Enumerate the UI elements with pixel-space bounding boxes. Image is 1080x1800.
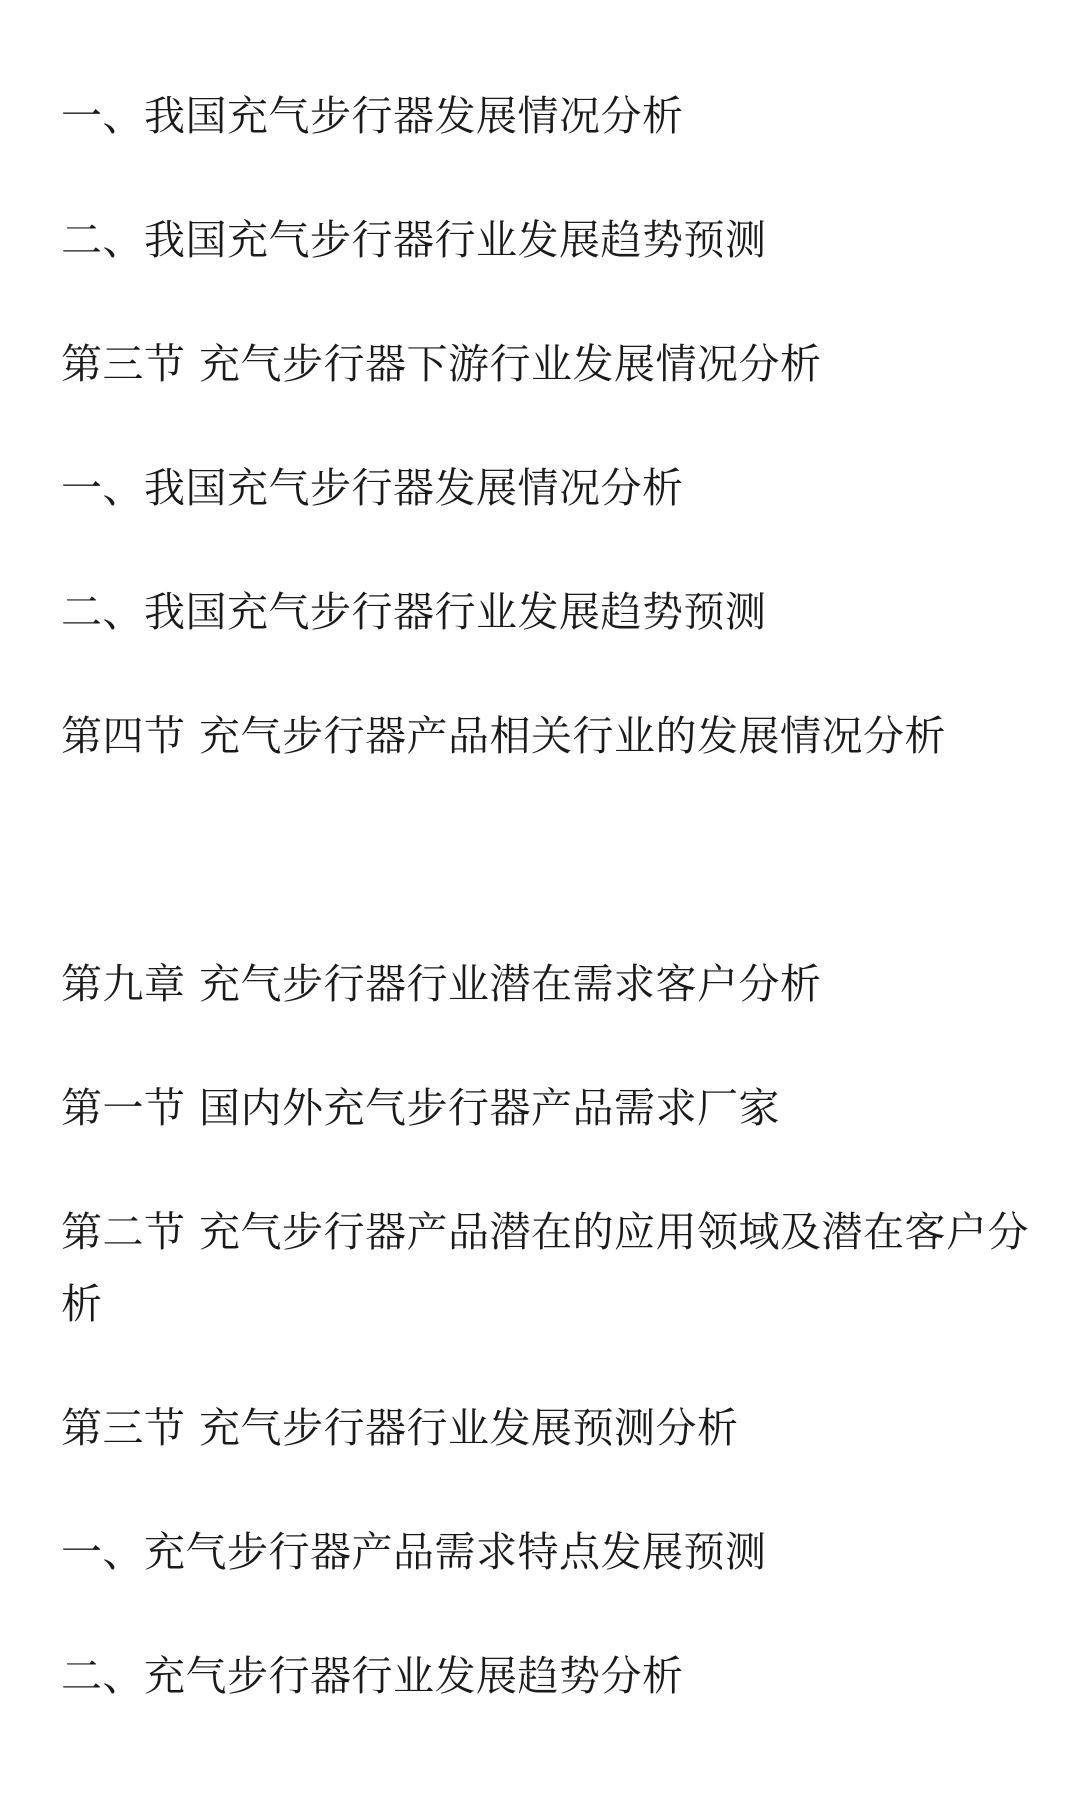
section-heading: 第三节 充气步行器下游行业发展情况分析 (61, 340, 822, 388)
section-heading: 第三节 充气步行器行业发展预测分析 (61, 1404, 739, 1452)
list-item: 二、我国充气步行器行业发展趋势预测 (61, 216, 767, 264)
list-item: 二、我国充气步行器行业发展趋势预测 (61, 588, 767, 636)
list-item: 一、我国充气步行器发展情况分析 (61, 464, 684, 512)
section-heading: 第一节 国内外充气步行器产品需求厂家 (61, 1084, 781, 1132)
section-heading: 第二节 充气步行器产品潜在的应用领域及潜在客户分析 (61, 1208, 1030, 1328)
list-item: 一、充气步行器产品需求特点发展预测 (61, 1528, 767, 1576)
chapter-heading: 第九章 充气步行器行业潜在需求客户分析 (61, 960, 822, 1008)
section-heading: 第四节 充气步行器产品相关行业的发展情况分析 (61, 712, 947, 760)
list-item: 二、充气步行器行业发展趋势分析 (61, 1652, 684, 1700)
list-item: 一、我国充气步行器发展情况分析 (61, 92, 684, 140)
